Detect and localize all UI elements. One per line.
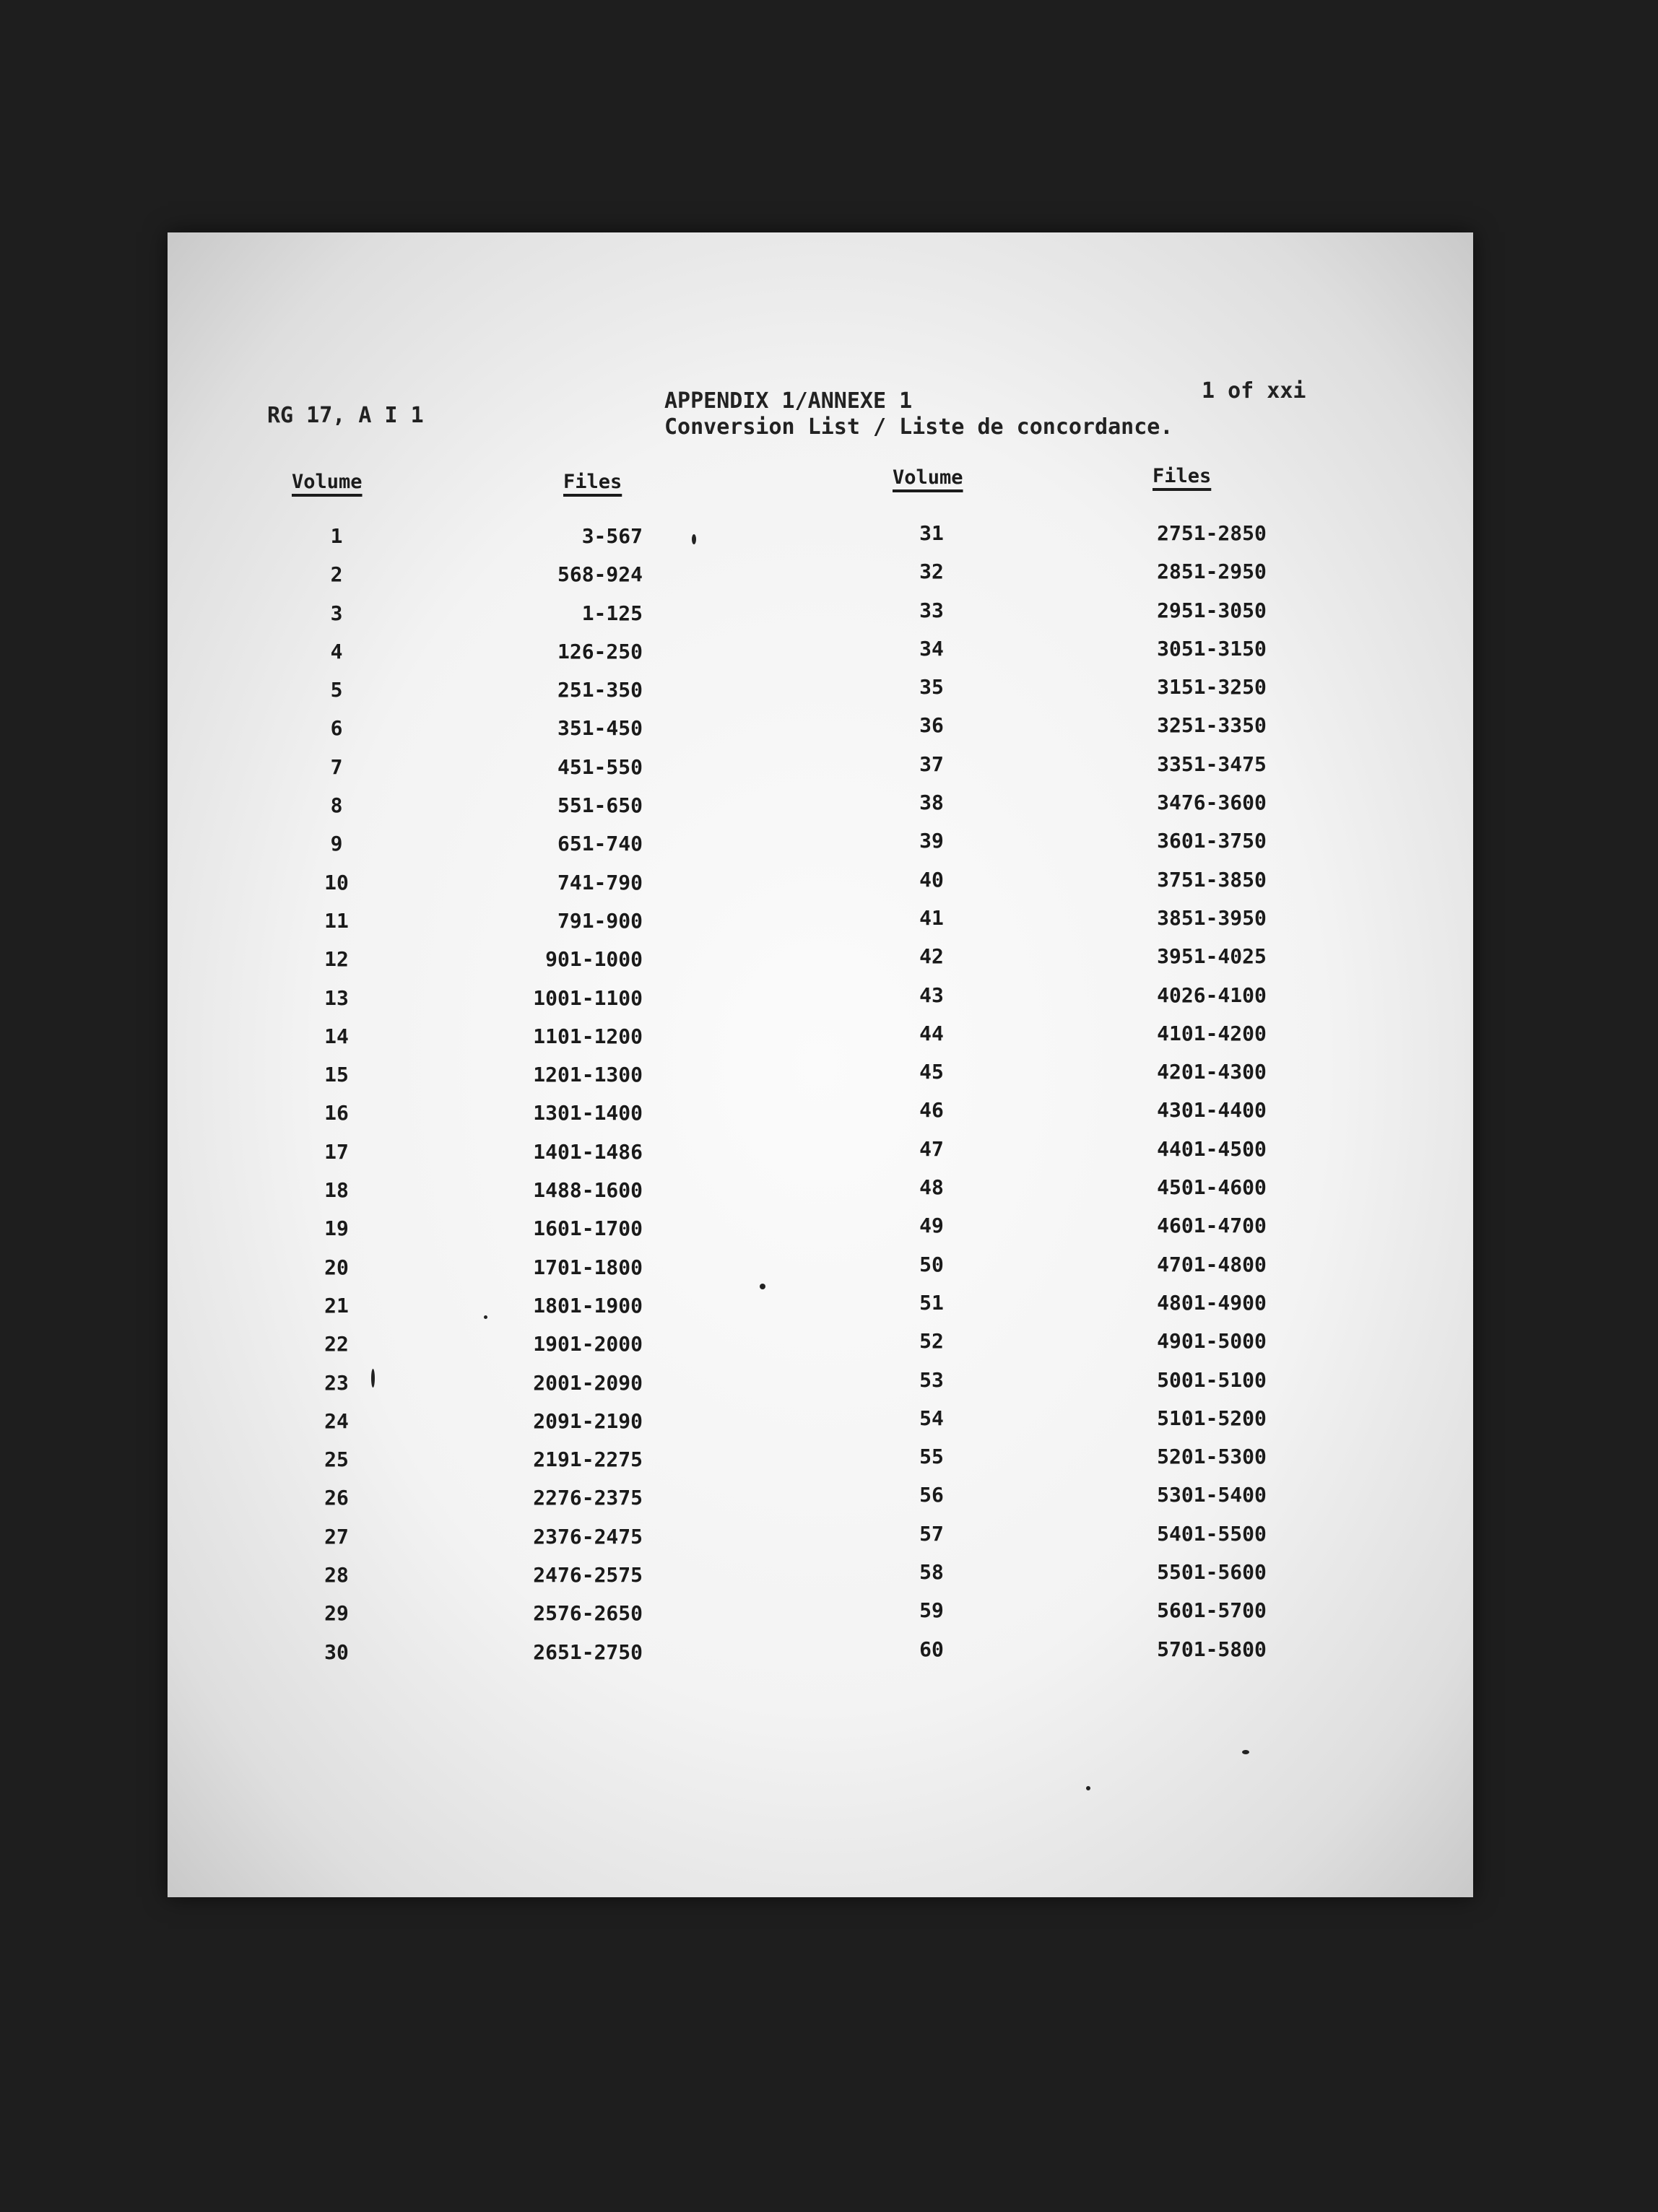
volume-number-cell: 30 [324, 1640, 349, 1664]
volume-number-cell: 9 [330, 832, 343, 856]
files-range-cell: 4201-4300 [1157, 1060, 1267, 1084]
volume-number-cell: 5 [330, 678, 343, 702]
volume-number-cell: 15 [324, 1063, 349, 1087]
volume-number-cell: 13 [324, 985, 349, 1010]
files-range-cell: 1001-1100 [533, 985, 643, 1010]
volume-number-cell: 42 [919, 944, 944, 969]
appendix-title: APPENDIX 1/ANNEXE 1 [664, 388, 913, 414]
right-files-column [1125, 514, 1298, 1668]
files-range-cell: 3051-3150 [1157, 636, 1267, 661]
volume-number-cell: 57 [919, 1521, 944, 1546]
files-range-cell: 4026-4100 [1157, 983, 1267, 1007]
files-range-cell: 2276-2375 [533, 1486, 643, 1510]
files-range-cell: 3151-3250 [1157, 675, 1267, 700]
files-range-cell: 251-350 [557, 678, 643, 702]
volume-number-cell: 22 [324, 1332, 349, 1357]
files-range-cell: 4501-4600 [1157, 1175, 1267, 1200]
files-range-cell: 651-740 [557, 832, 643, 856]
files-range-cell: 5601-5700 [1157, 1598, 1267, 1623]
files-range-cell: 1801-1900 [533, 1293, 643, 1318]
left-volume-header: Volume [292, 471, 363, 493]
files-range-cell: 1401-1486 [533, 1139, 643, 1164]
files-range-cell: 3-567 [581, 524, 643, 548]
document-subtitle: Conversion List / Liste de concordance. [664, 414, 1173, 440]
volume-number-cell: 17 [324, 1139, 349, 1164]
volume-number-cell: 21 [324, 1293, 349, 1318]
volume-number-cell: 45 [919, 1060, 944, 1084]
volume-number-cell: 52 [919, 1329, 944, 1354]
volume-number-cell: 31 [919, 521, 944, 545]
files-range-cell: 3751-3850 [1157, 867, 1267, 892]
volume-number-cell: 6 [330, 716, 343, 741]
files-range-cell: 3951-4025 [1157, 944, 1267, 969]
files-range-cell: 5001-5100 [1157, 1367, 1267, 1392]
volume-number-cell: 26 [324, 1486, 349, 1510]
right-volume-header: Volume [893, 466, 963, 489]
ink-speck [692, 534, 696, 544]
files-range-cell: 3601-3750 [1157, 829, 1267, 853]
files-range-cell: 2091-2190 [533, 1408, 643, 1433]
volume-number-cell: 43 [919, 983, 944, 1007]
volume-number-cell: 8 [330, 793, 343, 818]
files-range-cell: 2751-2850 [1157, 521, 1267, 545]
volume-number-cell: 41 [919, 905, 944, 930]
files-range-cell: 3251-3350 [1157, 713, 1267, 738]
files-range-cell: 3351-3475 [1157, 752, 1267, 776]
files-range-cell: 4601-4700 [1157, 1214, 1267, 1238]
files-range-cell: 901-1000 [545, 947, 643, 972]
volume-number-cell: 34 [919, 636, 944, 661]
volume-number-cell: 20 [324, 1255, 349, 1279]
ink-speck [760, 1284, 765, 1289]
volume-number-cell: 23 [324, 1370, 349, 1395]
volume-number-cell: 51 [919, 1290, 944, 1315]
volume-number-cell: 54 [919, 1406, 944, 1430]
volume-number-cell: 28 [324, 1563, 349, 1588]
files-range-cell: 4901-5000 [1157, 1329, 1267, 1354]
volume-number-cell: 1 [330, 524, 343, 548]
volume-number-cell: 48 [919, 1175, 944, 1200]
files-range-cell: 1101-1200 [533, 1024, 643, 1048]
files-range-cell: 1301-1400 [533, 1101, 643, 1125]
files-range-cell: 1601-1700 [533, 1216, 643, 1241]
volume-number-cell: 11 [324, 908, 349, 933]
left-files-column [469, 517, 643, 1671]
files-range-cell: 5301-5400 [1157, 1483, 1267, 1507]
files-range-cell: 4801-4900 [1157, 1290, 1267, 1315]
ink-speck [484, 1315, 487, 1319]
files-range-cell: 3851-3950 [1157, 905, 1267, 930]
files-range-cell: 5101-5200 [1157, 1406, 1267, 1430]
files-range-cell: 4701-4800 [1157, 1252, 1267, 1276]
files-range-cell: 351-450 [557, 716, 643, 741]
volume-number-cell: 47 [919, 1136, 944, 1161]
files-range-cell: 2191-2275 [533, 1447, 643, 1472]
volume-number-cell: 10 [324, 870, 349, 894]
files-range-cell: 1-125 [581, 601, 643, 625]
left-volume-column [293, 517, 380, 1671]
volume-number-cell: 53 [919, 1367, 944, 1392]
files-range-cell: 451-550 [557, 754, 643, 779]
files-range-cell: 1901-2000 [533, 1332, 643, 1357]
files-range-cell: 2476-2575 [533, 1563, 643, 1588]
volume-number-cell: 36 [919, 713, 944, 738]
volume-number-cell: 56 [919, 1483, 944, 1507]
volume-number-cell: 14 [324, 1024, 349, 1048]
files-range-cell: 2001-2090 [533, 1370, 643, 1395]
volume-number-cell: 4 [330, 639, 343, 663]
volume-number-cell: 25 [324, 1447, 349, 1472]
files-range-cell: 791-900 [557, 908, 643, 933]
volume-number-cell: 7 [330, 754, 343, 779]
ink-speck [1242, 1750, 1249, 1754]
files-range-cell: 2851-2950 [1157, 559, 1267, 584]
volume-number-cell: 59 [919, 1598, 944, 1623]
files-range-cell: 4101-4200 [1157, 1021, 1267, 1045]
volume-number-cell: 18 [324, 1178, 349, 1203]
volume-number-cell: 60 [919, 1637, 944, 1661]
volume-number-cell: 12 [324, 947, 349, 972]
document-page [168, 232, 1473, 1897]
ink-speck [1086, 1786, 1090, 1790]
files-range-cell: 5701-5800 [1157, 1637, 1267, 1661]
volume-number-cell: 35 [919, 675, 944, 700]
files-range-cell: 741-790 [557, 870, 643, 894]
files-range-cell: 5401-5500 [1157, 1521, 1267, 1546]
files-range-cell: 1201-1300 [533, 1063, 643, 1087]
files-range-cell: 568-924 [557, 562, 643, 587]
volume-number-cell: 58 [919, 1560, 944, 1585]
volume-number-cell: 27 [324, 1524, 349, 1549]
record-group-reference: RG 17, A I 1 [267, 403, 424, 428]
files-range-cell: 4301-4400 [1157, 1098, 1267, 1123]
right-files-header: Files [1153, 465, 1212, 487]
volume-number-cell: 16 [324, 1101, 349, 1125]
ink-speck [371, 1369, 375, 1388]
page-marker: 1 of xxi [1202, 378, 1306, 404]
volume-number-cell: 40 [919, 867, 944, 892]
files-range-cell: 5201-5300 [1157, 1445, 1267, 1469]
files-range-cell: 2576-2650 [533, 1601, 643, 1626]
volume-number-cell: 39 [919, 829, 944, 853]
volume-number-cell: 19 [324, 1216, 349, 1241]
left-files-header: Files [563, 471, 622, 493]
files-range-cell: 3476-3600 [1157, 791, 1267, 815]
files-range-cell: 2651-2750 [533, 1640, 643, 1664]
volume-number-cell: 33 [919, 598, 944, 622]
volume-number-cell: 29 [324, 1601, 349, 1626]
files-range-cell: 5501-5600 [1157, 1560, 1267, 1585]
volume-number-cell: 44 [919, 1021, 944, 1045]
volume-number-cell: 49 [919, 1214, 944, 1238]
volume-number-cell: 55 [919, 1445, 944, 1469]
files-range-cell: 4401-4500 [1157, 1136, 1267, 1161]
files-range-cell: 1488-1600 [533, 1178, 643, 1203]
volume-number-cell: 37 [919, 752, 944, 776]
files-range-cell: 126-250 [557, 639, 643, 663]
files-range-cell: 2376-2475 [533, 1524, 643, 1549]
volume-number-cell: 50 [919, 1252, 944, 1276]
right-volume-column [888, 514, 975, 1668]
files-range-cell: 551-650 [557, 793, 643, 818]
volume-number-cell: 2 [330, 562, 343, 587]
files-range-cell: 2951-3050 [1157, 598, 1267, 622]
volume-number-cell: 46 [919, 1098, 944, 1123]
volume-number-cell: 38 [919, 791, 944, 815]
volume-number-cell: 32 [919, 559, 944, 584]
files-range-cell: 1701-1800 [533, 1255, 643, 1279]
volume-number-cell: 3 [330, 601, 343, 625]
volume-number-cell: 24 [324, 1408, 349, 1433]
